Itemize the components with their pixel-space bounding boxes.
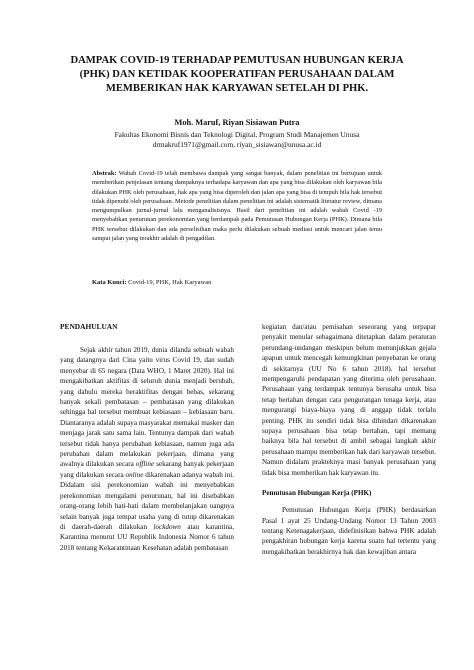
intro-text-b: sekarang banyak pekerjaan yang dilakukan secara bbox=[60, 460, 234, 479]
paper-title bbox=[30, 54, 444, 96]
affiliation-block bbox=[30, 130, 444, 150]
continuation-paragraph: kegiatan dan/atau pemisahan seseorang yang terpapar penyakit menular sebagaimana ditetapkan dalam peraturan perundang-undangan meskipun belum menunjukkan gejala apapun untuk mencegah kemungkinan penyebaran ke orang di sekitarnya (UU No 6 tahun 2018). hal tersebut mempengaruhi pendapatan yang diterima oleh perusahaan. Perusahaan yang terdampak tentunya berusaha untuk bisa tetap bertahan dengan cara pengurangan tenaga kerja, atau mengurangi biaya-biaya yang di anggap tidak terlalu penting. PHK itu sendiri tidak bisa dihindari dikarenakan supaya perusahaan bisa tetap bertahan, tapi memang baiknya bila hal tersebut di ambil sebagai langkah akhir perusahaan mampu memberikan hak dari karyawan tersebut. Namun didalam prakteknya masi banyak perusahaan yang tidak bisa memberikan hak karyawan itu. bbox=[262, 323, 436, 477]
institution: Fakultas Ekonomi Bisnis dan Teknologi Digital, Program Studi Manajemen Unusa bbox=[114, 130, 360, 139]
abstract-text: Wabah Covid-19 telah membawa dampak yang sangat banyak, dalam penelitian ini bertujuan untuk memberikan penjelasan tentang dampaknya terhadapa karyawan dan apa yang bisa dilakukan oleh karyawan bila dilakukan PHK oleh perusahaan, hak apa yang bisa diperoleh dan jalan apa yang bisa di tempuh bila hak tersebut tidak dipenuhi oleh perusahaan. Metode penelitian dalam penelitian ini adalah sistematik literatur review, dimana mengumpulkan jurnal-jurnal lalu menganalisisnya. Hasil dari penelitian ini adalah wabah Covid -19 menyebabkan penurunan perekonomian yang berdampak pada Pemutusan Hubungan Kerja (PHK). Dimana bila PHK tersebut dilakukan dan ada perselisihan maka perlu dilakukan sebuah mediasi untuk mencari jalan temu sampai jalan yang terakhir adalah di pengadilan. bbox=[92, 170, 382, 243]
subsection-heading-phk: Pemutusan Hubungan Kerja (PHK) bbox=[262, 489, 372, 498]
title-line-3: MEMBERIKAN HAK KARYAWAN SETELAH DI PHK. bbox=[105, 83, 369, 94]
title-line-2: (PHK) DAN KETIDAK KOOPERATIFAN PERUSAHAAN DALAM bbox=[79, 69, 395, 80]
intro-text-c: dikarenakan adanya wabah ini. Didalam sisi perekonomian wabah ini menyebabkan perekonomian mengalami penurunan, hal ini disebabkan orang-orang lebih hati-hati dalam membelanjakan uangnya selain banyak juga tempat usaha yang di tutup dikarenakan di daerah-daerah dilakukan bbox=[60, 470, 234, 531]
intro-italic-online: online bbox=[125, 470, 144, 479]
keywords bbox=[92, 278, 382, 287]
intro-italic-offline: offline bbox=[135, 460, 155, 469]
intro-text-a: Sejak akhir tahun 2019, dunia dilanda sebuah wabah yang datangnya dari Cina yaitu virus Covid 19, dan sudah menyebar di 65 negara (Data WHO, 1 Maret 2020). Hal ini mengakibatkan aktifitas di seluruh dunia menjadi berubah, yang dahulu mereka beraktifitas dengan bebas, sekarang banyak sekali pembatasan – pembatasan yang dilakukan sehingga hal tersebut membuat kebiasaan – kebiasaan baru. Diantaranya adalah supaya masyarakat memakai masker dan menjaga jarak satu sama lain. Tentunya dampak dari wabah tersebut tidak hanya perubahan kebiasaan, namun juga ada perubahan dalam melakukan pekerjaan, dimana yang awalnya dilakukan secara bbox=[60, 346, 234, 469]
intro-italic-lockdown: lockdown bbox=[153, 522, 181, 531]
intro-paragraph bbox=[60, 345, 234, 553]
right-column bbox=[262, 322, 436, 557]
abstract-label: Abstrak: bbox=[92, 170, 117, 177]
author-names: Moh. Maruf, Riyan Sisiawan Putra bbox=[174, 118, 300, 127]
author-emails: drmakruf1971@gmail.com, riyan_sisiawan@unusa.ac.id bbox=[152, 140, 322, 149]
section-heading-pendahuluan: PENDAHULUAN bbox=[60, 322, 118, 331]
left-column bbox=[60, 322, 234, 553]
phk-paragraph: Pemutusan Hubungan Kerja (PHK) berdasarkan Pasal 1 ayat 25 Undang-Undang Nomor 13 Tahun 2003 tentang Ketenagakerjaan, didefinisikan bahwa PHK adalah pengakhiran hubungan kerja karena suatu hal tertentu yang mengakibatkan berakhirnya hak dan kewajiban antara bbox=[262, 506, 436, 556]
intro-text-d: atau karantina, Karantina menurut UU Republik Indonesia Nomor 6 tahun 2018 tentang Kekarantinaan Kesehatan adalah pembatasan bbox=[60, 522, 234, 552]
abstract bbox=[92, 169, 382, 243]
keywords-label: Kata Kunci: bbox=[92, 279, 127, 286]
title-line-1: DAMPAK COVID-19 TERHADAP PEMUTUSAN HUBUNGAN KERJA bbox=[70, 55, 404, 66]
keywords-text: Covid-19, PHK, Hak Karyawan bbox=[128, 279, 212, 286]
